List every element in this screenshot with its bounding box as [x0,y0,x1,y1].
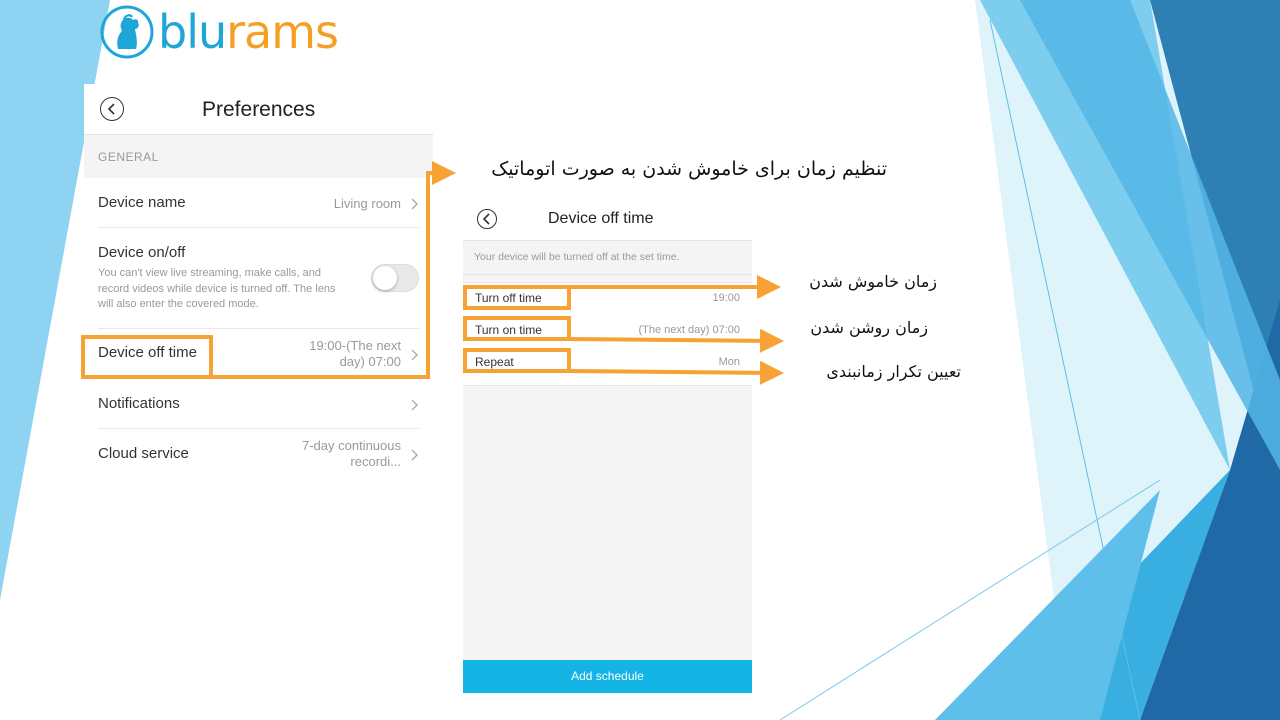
turn-on-time-value: (The next day) 07:00 [638,324,740,336]
device-off-time-row[interactable] [98,329,419,379]
turn-on-time-label: Turn on time [475,323,542,337]
cloud-service-value [302,438,401,470]
device-off-time-label: Device off time [98,344,197,361]
page-title: Device off time [548,210,654,227]
page-title: Preferences [202,98,316,121]
section-header-general [84,134,433,178]
device-off-time-value-line1: 19:00-(The next [309,338,401,353]
turn-off-time-row[interactable] [463,283,752,315]
chevron-right-icon [411,198,419,210]
back-button[interactable] [477,209,497,229]
goat-logo-icon [100,5,154,59]
chevron-right-icon [411,449,419,461]
cloud-service-label: Cloud service [98,445,189,462]
chevron-left-icon [481,213,493,225]
chevron-right-icon [411,349,419,361]
turn-off-time-label: Turn off time [475,291,542,305]
section-label: GENERAL [98,150,159,164]
annotation-main: تنظیم زمان برای خاموش شدن به صورت اتوماتیک [491,158,887,180]
device-onoff-toggle[interactable] [371,264,419,292]
device-off-time-value [309,338,401,370]
back-button[interactable] [100,97,124,121]
repeat-label: Repeat [475,355,514,369]
turn-on-time-row[interactable] [463,315,752,347]
chevron-right-icon [411,399,419,411]
device-off-time-header [463,200,752,240]
notifications-label: Notifications [98,395,180,412]
device-name-label: Device name [98,194,186,211]
device-off-time-screen [463,200,752,693]
add-schedule-button[interactable]: Add schedule [463,660,752,693]
info-note [463,240,752,275]
notifications-row[interactable] [98,379,419,429]
blurams-logo [100,4,338,60]
preferences-header [84,84,433,134]
cloud-service-value-line2: recordi... [350,454,401,469]
annotation-turn-off-time: زمان خاموش شدن [809,272,937,291]
info-note-text: Your device will be turned off at the set time. [474,251,680,263]
toggle-knob [373,266,397,290]
cloud-service-row[interactable] [98,429,419,479]
annotation-turn-on-time: زمان روشن شدن [810,318,928,337]
repeat-value: Mon [718,356,740,368]
repeat-row[interactable] [463,347,752,379]
preferences-screen [84,84,433,484]
device-name-value: Living room [333,196,401,211]
chevron-left-icon [106,103,118,115]
device-onoff-row [98,228,419,329]
device-off-time-value-line2: day) 07:00 [339,354,401,369]
device-onoff-description: You can't view live streaming, make calls, and record videos while device is turned off. The lens will also enter the covered mode. [98,267,336,310]
device-name-row[interactable] [98,178,419,228]
annotation-repeat: تعیین تکرار زمانبندی [826,362,961,381]
cloud-service-value-line1: 7-day continuous [301,438,401,453]
logo-wordmark: blurams [158,5,339,59]
device-onoff-label: Device on/off [98,244,186,261]
turn-off-time-value: 19:00 [712,292,740,304]
schedule-list [463,282,752,386]
